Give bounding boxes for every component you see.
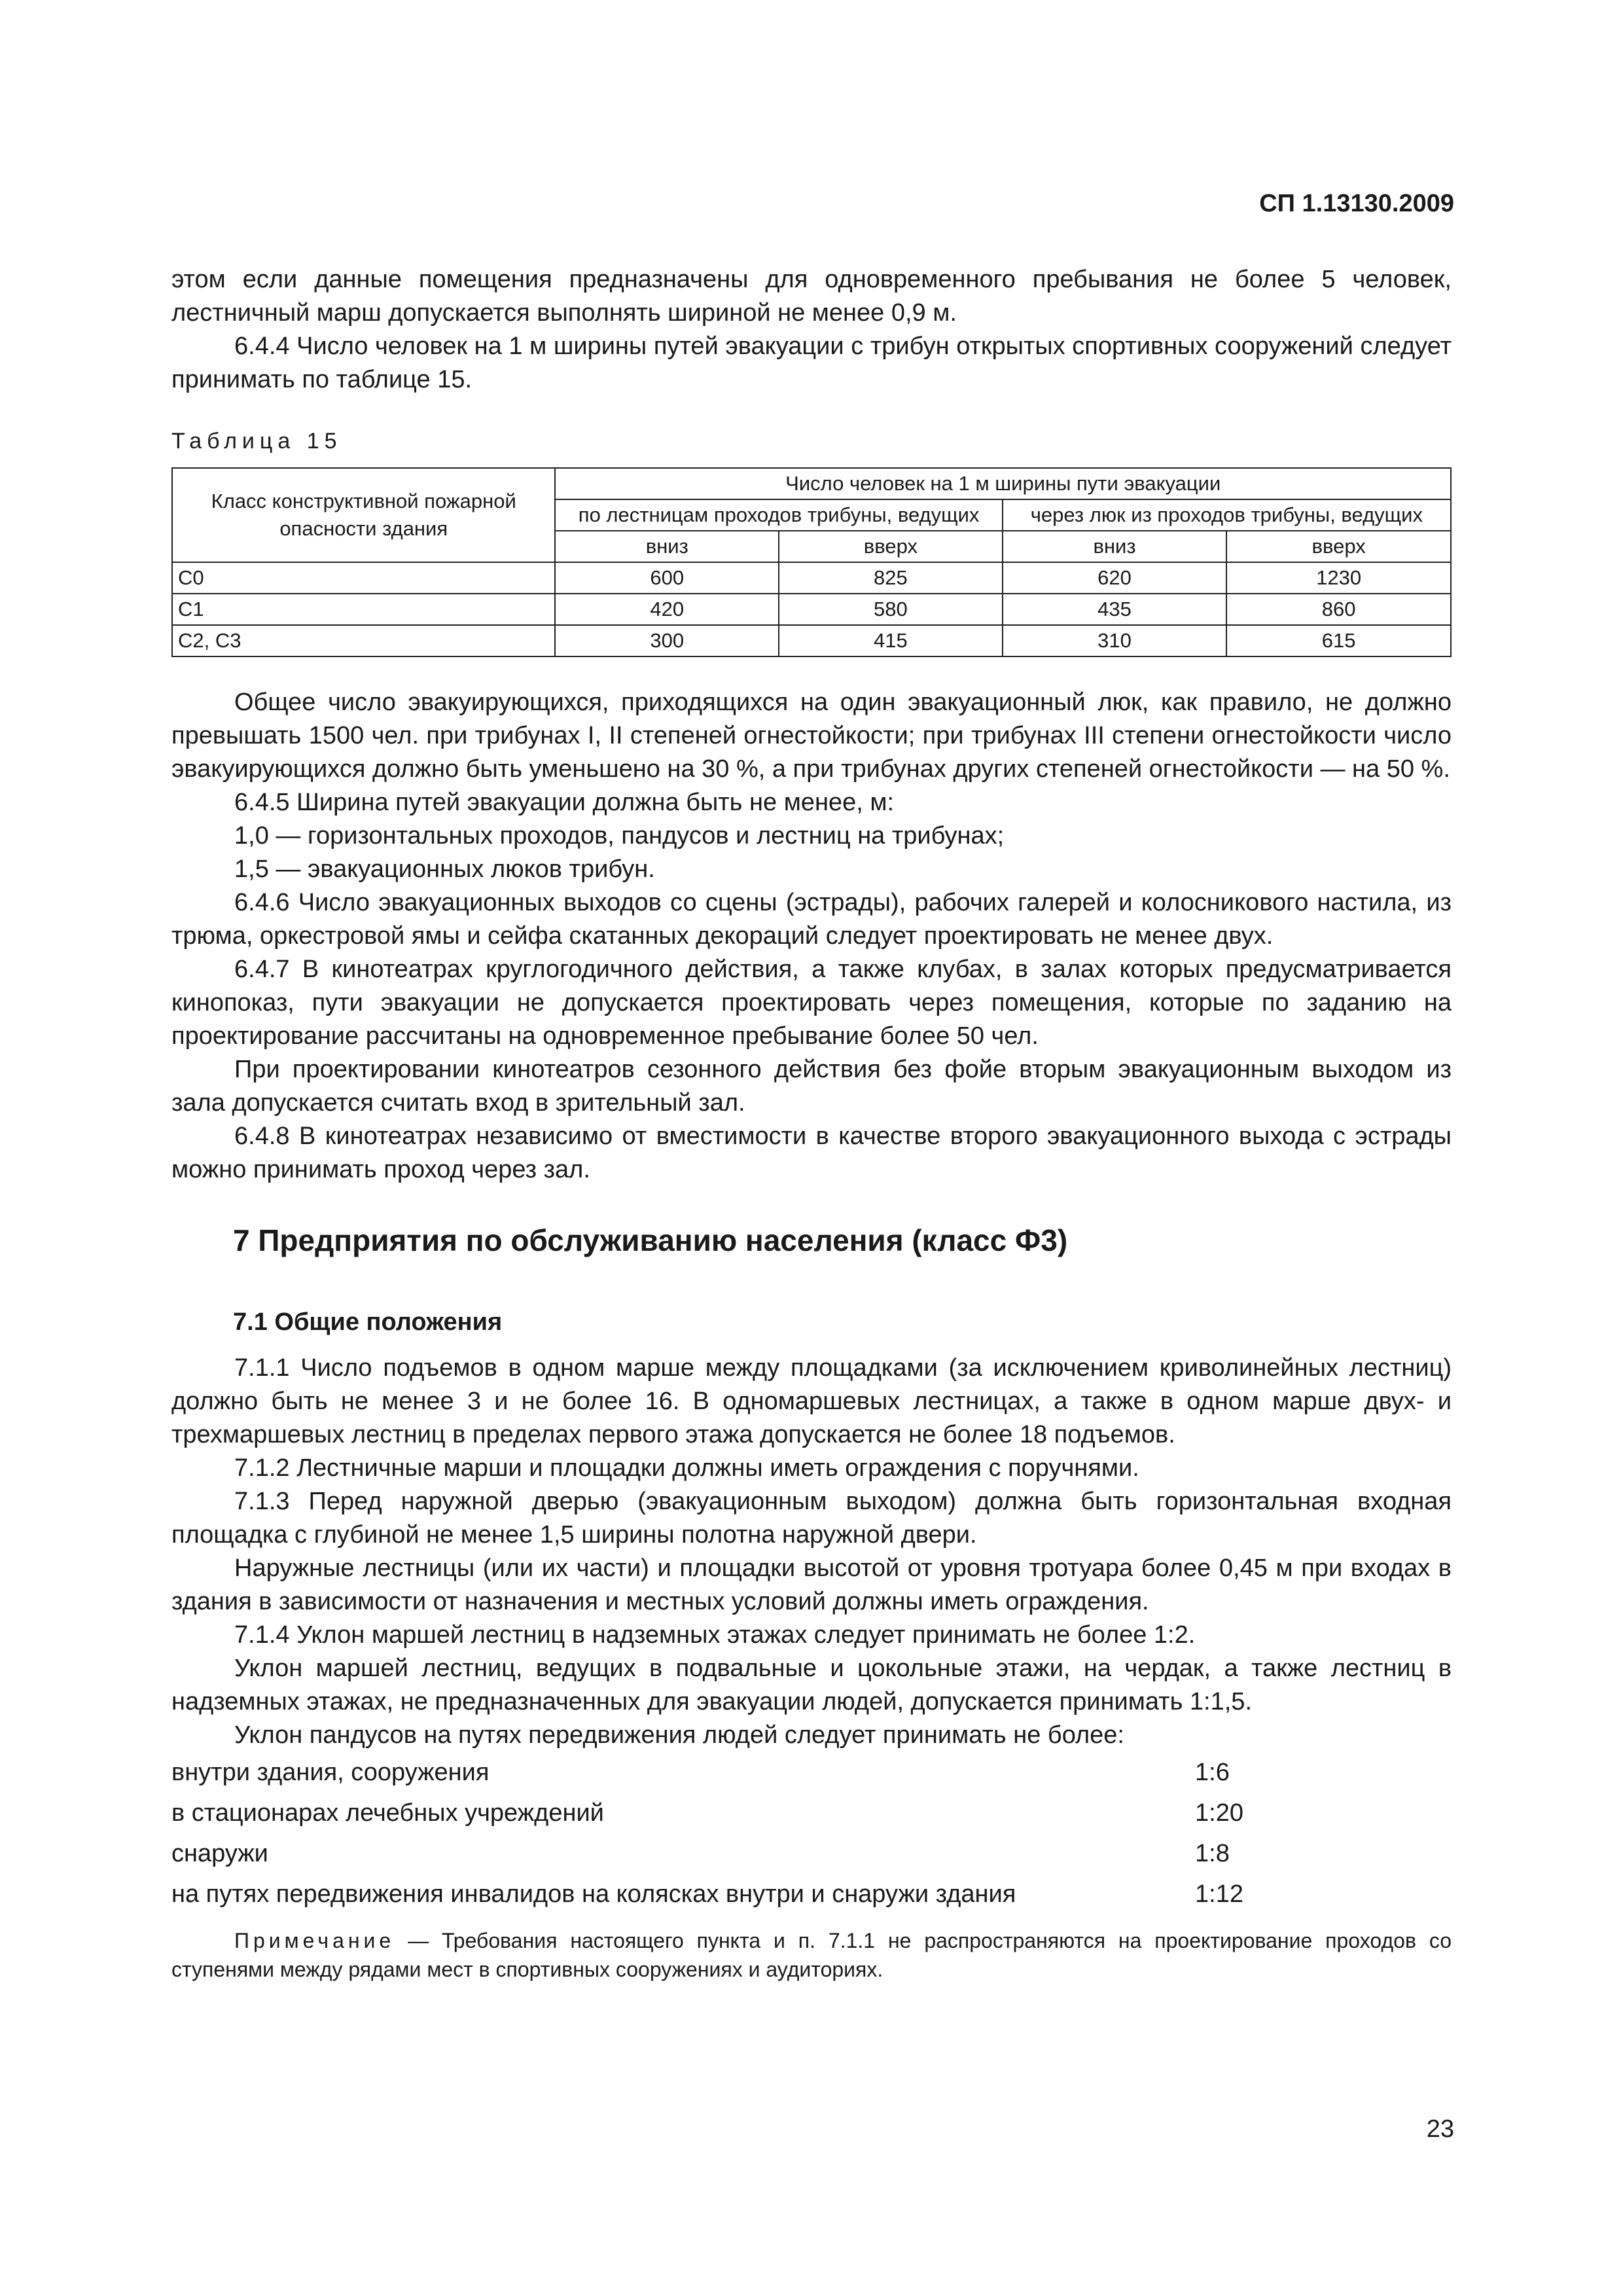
note xyxy=(171,1926,1452,1984)
cell-value: 435 xyxy=(1003,594,1227,625)
header-group: Число человек на 1 м ширины пути эвакуации xyxy=(555,468,1451,499)
cell-value: 580 xyxy=(779,594,1003,625)
paragraph-7-1-1: 7.1.1 Число подъемов в одном марше между площадками (за исключением криволинейных лестниц) должно быть не менее 3 и не более 16. В одномаршевых лестницах, а также в одном марше двух- и трехмаршевых лестниц в пределах первого этажа допускается не более 18 подъемов. xyxy=(171,1354,1452,1448)
paragraph-7-1-3: 7.1.3 Перед наружной дверью (эвакуационным выходом) должна быть горизонтальная входная площадка с глубиной не менее 1,5 ширины полотна наружной двери. xyxy=(171,1488,1452,1549)
page-content xyxy=(171,263,1452,1984)
note-text: — Требования настоящего пункта и п. 7.1.1 не распространяются на проектирование проходов со ступенями между рядами мест в спортивных сооружениях и аудиториях. xyxy=(171,1929,1452,1981)
paragraph-6-4-5: 6.4.5 Ширина путей эвакуации должна быть не менее, м: xyxy=(234,789,895,816)
table-15 xyxy=(171,467,1452,657)
cell-value: 600 xyxy=(555,562,779,594)
cell-value: 615 xyxy=(1226,625,1451,656)
paragraph: Уклон пандусов на путях передвижения людей следует принимать не более: xyxy=(234,1721,1124,1749)
header-hatch: через люк из проходов трибуны, ведущих xyxy=(1003,499,1451,531)
slope-row xyxy=(171,1752,1452,1793)
slope-value: 1:6 xyxy=(1195,1758,1230,1786)
cell-value: 860 xyxy=(1226,594,1451,625)
table-header-row xyxy=(172,468,1451,499)
paragraph: Наружные лестницы (или их части) и площадки высотой от уровня тротуара более 0,45 м при входах в здания в зависимости от назначения и местных условий должны иметь ограждения. xyxy=(171,1554,1452,1615)
slope-row xyxy=(171,1793,1452,1833)
slope-place: внутри здания, сооружения xyxy=(171,1758,490,1786)
paragraph: Общее число эвакуирующихся, приходящихся на один эвакуационный люк, как правило, не должно превышать 1500 чел. при трибунах I, II степеней огнестойкости; при трибунах III степени огнестойкости число эвакуирующихся должно быть уменьшено на 30 %, а при трибунах других степеней огнестойкости — на 50 %. xyxy=(171,689,1452,783)
header-down: вниз xyxy=(555,531,779,562)
paragraph-6-4-7: 6.4.7 В кинотеатрах круглогодичного действия, а также клубах, в залах которых предусматривается кинопоказ, пути эвакуации не допускается проектировать через помещения, которые по заданию на проектирование рассчитаны на одновременное пребывание более 50 чел. xyxy=(171,956,1452,1050)
paragraph: Уклон маршей лестниц, ведущих в подвальные и цокольные этажи, на чердак, а также лестниц в надземных этажах, не предназначенных для эвакуации людей, допускается принимать 1:1,5. xyxy=(171,1655,1452,1715)
slope-value: 1:12 xyxy=(1195,1880,1243,1908)
cell-value: 1230 xyxy=(1226,562,1451,594)
table-row xyxy=(172,625,1451,656)
cell-value: 825 xyxy=(779,562,1003,594)
slope-place: в стационарах лечебных учреждений xyxy=(171,1799,604,1827)
subsection-7-1-heading: 7.1 Общие положения xyxy=(233,1308,503,1336)
note-label: Примечание xyxy=(234,1929,395,1952)
header-down: вниз xyxy=(1003,531,1227,562)
paragraph-7-1-2: 7.1.2 Лестничные марши и площадки должны иметь ограждения с поручнями. xyxy=(234,1454,1139,1482)
paragraph-6-4-4: 6.4.4 Число человек на 1 м ширины путей эвакуации с трибун открытых спортивных сооружений следует принимать по таблице 15. xyxy=(171,332,1452,393)
section-7-heading: 7 Предприятия по обслуживанию населения (класс Ф3) xyxy=(233,1223,1068,1257)
row-class: С1 xyxy=(172,594,555,625)
slope-place: на путях передвижения инвалидов на колясках внутри и снаружи здания xyxy=(171,1880,1016,1908)
page-number: 23 xyxy=(1426,2115,1454,2143)
cell-value: 620 xyxy=(1003,562,1227,594)
row-class: С0 xyxy=(172,562,555,594)
paragraph-7-1-4: 7.1.4 Уклон маршей лестниц в надземных этажах следует принимать не более 1:2. xyxy=(234,1621,1196,1649)
row-class: С2, С3 xyxy=(172,625,555,656)
header-up: вверх xyxy=(1226,531,1451,562)
table-row xyxy=(172,594,1451,625)
header-stairs: по лестницам проходов трибуны, ведущих xyxy=(555,499,1002,531)
slope-list xyxy=(171,1752,1452,1914)
cell-value: 415 xyxy=(779,625,1003,656)
document-code: СП 1.13130.2009 xyxy=(1259,190,1454,217)
header-up: вверх xyxy=(779,531,1003,562)
slope-place: снаружи xyxy=(171,1839,268,1867)
cell-value: 310 xyxy=(1003,625,1227,656)
list-item: 1,5 — эвакуационных люков трибун. xyxy=(234,855,655,883)
cell-value: 300 xyxy=(555,625,779,656)
paragraph-6-4-6: 6.4.6 Число эвакуационных выходов со сцены (эстрады), рабочих галерей и колосникового настила, из трюма, оркестровой ямы и сейфа скатанных декораций следует проектировать не менее двух. xyxy=(171,889,1452,950)
table-caption: Таблица 15 xyxy=(171,429,342,454)
paragraph-continuation: этом если данные помещения предназначены для одновременного пребывания не более 5 человек, лестничный марш допускается выполнять шириной не менее 0,9 м. xyxy=(171,266,1452,327)
paragraph-6-4-8: 6.4.8 В кинотеатрах независимо от вместимости в качестве второго эвакуационного выхода с эстрады можно принимать проход через зал. xyxy=(171,1122,1452,1183)
list-item: 1,0 — горизонтальных проходов, пандусов и лестниц на трибунах; xyxy=(234,822,1005,850)
cell-value: 420 xyxy=(555,594,779,625)
slope-row xyxy=(171,1874,1452,1914)
header-class: Класс конструктивной пожарной опасности здания xyxy=(172,468,555,562)
slope-value: 1:8 xyxy=(1195,1839,1230,1867)
table-row xyxy=(172,562,1451,594)
slope-row xyxy=(171,1833,1452,1874)
slope-value: 1:20 xyxy=(1195,1799,1243,1827)
paragraph: При проектировании кинотеатров сезонного действия без фойе вторым эвакуационным выходом из зала допускается считать вход в зрительный зал. xyxy=(171,1056,1452,1117)
